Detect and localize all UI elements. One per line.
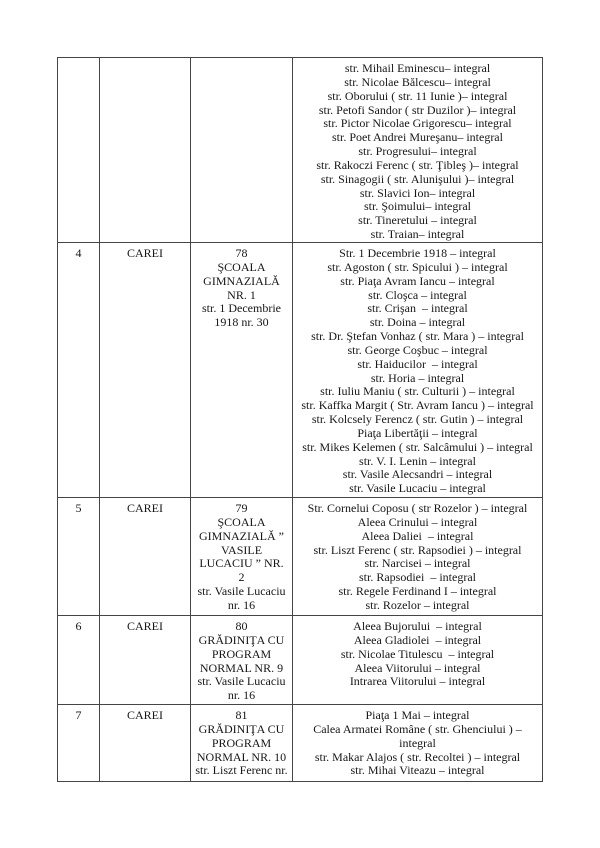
section-line: ŞCOALA (217, 514, 266, 529)
street-item: Calea Armatei Române ( str. Ghenciului ) – integral (313, 721, 525, 750)
street-item: str. Kaffka Margit ( Str. Avram Iancu ) – integral (301, 398, 534, 413)
section-line: NORMAL NR. 10 (196, 749, 287, 764)
street-item: str. Mihai Viteazu – integral (350, 763, 485, 778)
street-item: str. Kolcsely Ferencz ( str. Gutin ) – integral (311, 412, 524, 427)
section-cell (191, 704, 293, 781)
street-item: str. Progresului– integral (358, 144, 477, 159)
section-line: 1918 nr. 30 (214, 315, 269, 330)
street-item: str. Cloşca – integral (368, 287, 467, 302)
street-item: str. Nicolae Titulescu – integral (340, 646, 495, 661)
section-line: GIMNAZIALĂ ” (199, 528, 284, 543)
row-number-cell (58, 242, 100, 497)
table-row (58, 242, 543, 497)
section-line: str. 1 Decembrie (202, 301, 281, 316)
street-item: str. Vasile Alecsandri – integral (342, 467, 493, 482)
section-line: NORMAL NR. 9 (199, 660, 284, 675)
street-item: str. Horia – integral (370, 370, 465, 385)
street-item: Piaţa Libertăţii – integral (357, 425, 478, 440)
street-item: Aleea Crinului – integral (357, 514, 478, 529)
section-line: nr. 16 (227, 688, 256, 703)
section-line: PROGRAM (211, 735, 272, 750)
section-number: 80 (235, 618, 248, 633)
section-line: nr. 16 (227, 597, 256, 612)
street-item: str. Dr. Ştefan Vonhaz ( str. Mara ) – integral (311, 329, 524, 344)
locality-cell (100, 497, 191, 615)
street-item: str. Liszt Ferenc ( str. Rapsodiei ) – integral (313, 542, 522, 557)
row-number-cell (58, 58, 100, 243)
street-item: str. Mihail Eminescu– integral (344, 61, 491, 75)
section-line: str. Vasile Lucaciu (197, 584, 286, 599)
section-cell (191, 615, 293, 704)
street-item: str. Vasile Lucaciu – integral (349, 481, 486, 496)
street-item: str. Rapsodiei – integral (359, 570, 476, 585)
street-item: Aleea Bujorului – integral (353, 618, 482, 633)
street-item: str. Regele Ferdinand I – integral (338, 584, 497, 599)
street-item: str. Mikes Kelemen ( str. Salcâmului ) – integral (302, 439, 533, 454)
section-cell (191, 242, 293, 497)
table-row (58, 497, 543, 615)
row-number-cell (58, 704, 100, 781)
street-item: str. Haiducilor – integral (357, 356, 478, 371)
street-item: str. Oborului ( str. 11 Iunie )– integral (327, 88, 508, 103)
street-item: str. Piaţa Avram Iancu – integral (340, 273, 495, 288)
section-line: str. Vasile Lucaciu (197, 674, 286, 689)
streets-cell (293, 615, 543, 704)
polling-sections-table (57, 57, 543, 782)
street-item: str. Tineretului – integral (358, 213, 477, 228)
table-row (58, 615, 543, 704)
street-item: Aleea Gladiolei – integral (353, 632, 482, 647)
street-item: str. Crişan – integral (367, 301, 468, 316)
street-item: str. Doina – integral (369, 315, 466, 330)
row-number: 5 (75, 500, 82, 515)
section-line: NR. 1 (227, 287, 256, 302)
streets-cell (293, 58, 543, 243)
section-line: GIMNAZIALĂ (203, 273, 280, 288)
street-item: str. Nicolae Bălcescu– integral (344, 74, 491, 89)
street-item: str. Slavici Ion– integral (359, 185, 476, 200)
streets-cell (293, 704, 543, 781)
street-item: Aleea Daliei – integral (361, 528, 474, 543)
section-line: PROGRAM (211, 646, 272, 661)
street-item: str. George Coşbuc – integral (347, 342, 488, 357)
section-line: GRĂDINIŢA CU (198, 632, 285, 647)
street-item: Str. Cornelui Coposu ( str Rozelor ) – integral (307, 500, 528, 515)
locality-cell (100, 704, 191, 781)
street-item: str. Sinagogii ( str. Alunişului )– integral (320, 171, 515, 186)
locality-cell (100, 58, 191, 243)
row-number-cell (58, 615, 100, 704)
table-row (58, 704, 543, 781)
row-number: 6 (75, 618, 82, 633)
locality-name: CAREI (127, 500, 163, 515)
section-line: str. Liszt Ferenc nr. (195, 763, 288, 778)
street-item: str. Makar Alajos ( str. Recoltei ) – integral (314, 749, 521, 764)
street-item: str. Rakoczi Ferenc ( str. Ţibleş )– integral (316, 157, 519, 172)
street-item: str. Pictor Nicolae Grigorescu– integral (323, 116, 512, 131)
street-item: str. Poet Andrei Mureşanu– integral (332, 130, 503, 145)
street-item: str. V. I. Lenin – integral (359, 453, 476, 468)
locality-cell (100, 242, 191, 497)
row-number: 7 (75, 707, 82, 722)
street-item: str. Narcisei – integral (364, 556, 471, 571)
street-item: str. Rozelor – integral (365, 597, 470, 612)
section-cell (191, 58, 293, 243)
locality-name: CAREI (127, 618, 163, 633)
locality-cell (100, 615, 191, 704)
street-item: Piaţa 1 Mai – integral (365, 707, 470, 722)
table-row (58, 58, 543, 243)
street-item: str. Agoston ( str. Spicului ) – integral (327, 259, 508, 274)
street-item: str. Iuliu Maniu ( str. Culturii ) – integral (320, 384, 515, 399)
row-number: 4 (75, 245, 82, 260)
street-item: Str. 1 Decembrie 1918 – integral (339, 245, 496, 260)
section-line: GRĂDINIŢA CU (198, 721, 285, 736)
section-line: 2 (238, 570, 245, 585)
locality-name: CAREI (127, 707, 163, 722)
street-item: Aleea Viitorului – integral (354, 660, 481, 675)
street-item: str. Şoimului– integral (364, 199, 471, 214)
section-number: 79 (235, 500, 248, 515)
section-line: ŞCOALA (217, 259, 266, 274)
street-item: str. Traian– integral (370, 227, 465, 242)
table-body (58, 58, 543, 782)
locality-name: CAREI (127, 245, 163, 260)
street-item: Intrarea Viitorului – integral (349, 674, 486, 689)
row-number-cell (58, 497, 100, 615)
section-line: LUCACIU ” NR. (199, 556, 284, 571)
street-item: str. Petofi Sandor ( str Duzilor )– integral (318, 102, 517, 117)
streets-cell (293, 497, 543, 615)
section-line: VASILE (220, 542, 263, 557)
section-cell (191, 497, 293, 615)
section-number: 78 (235, 245, 248, 260)
streets-cell (293, 242, 543, 497)
section-number: 81 (235, 707, 248, 722)
